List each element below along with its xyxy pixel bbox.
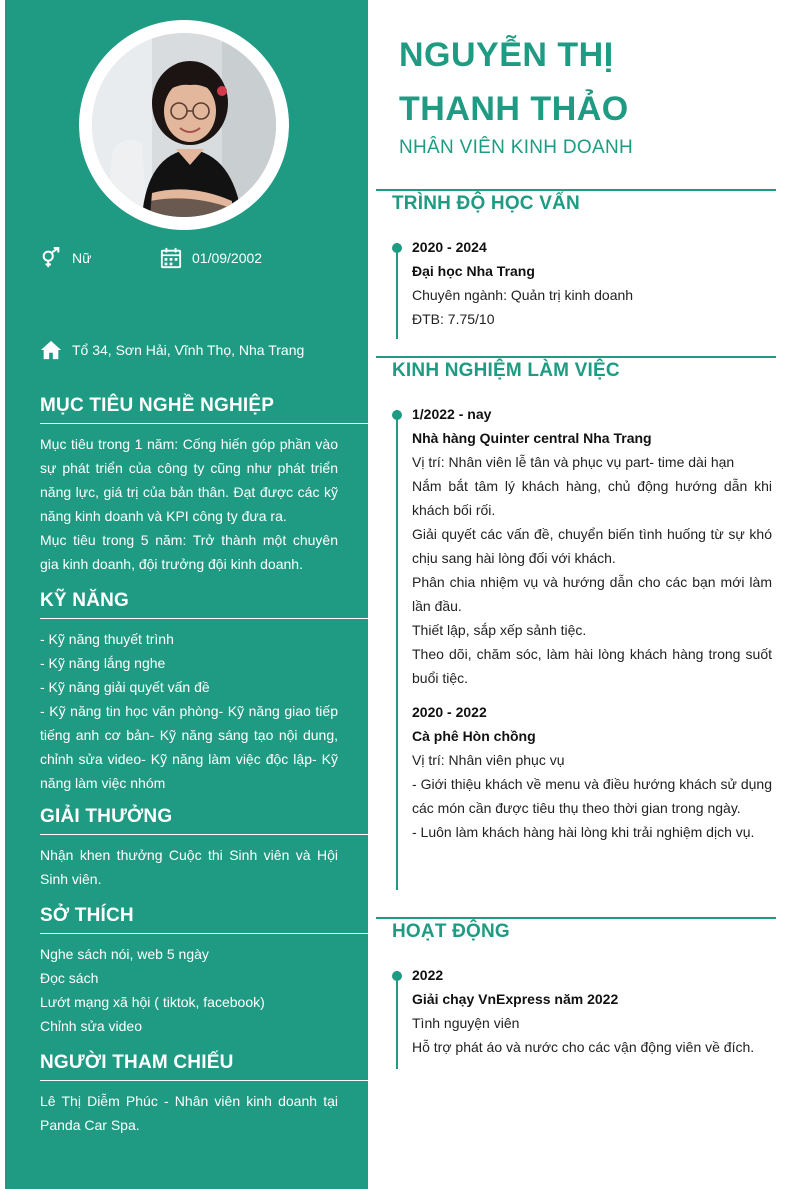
entry-period: 2022 bbox=[412, 967, 444, 983]
entry-line: Vị trí: Nhân viên lễ tân và phục vụ part- time dài hạn bbox=[412, 454, 735, 470]
references-body bbox=[40, 1089, 368, 1137]
entry-org: Giải chạy VnExpress năm 2022 bbox=[412, 991, 619, 1007]
hobby-item: Chỉnh sửa video bbox=[40, 1018, 142, 1034]
profile-photo bbox=[92, 33, 276, 217]
gender-row bbox=[40, 247, 91, 269]
reference-text: Lê Thị Diễm Phúc - Nhân viên kinh doanh tại Panda Car Spa. bbox=[40, 1093, 338, 1133]
experience-entry bbox=[398, 402, 772, 690]
experience-timeline bbox=[396, 406, 772, 890]
education-timeline bbox=[396, 239, 772, 339]
skills-section bbox=[40, 590, 368, 795]
name-line-2: THANH THẢO bbox=[399, 90, 629, 128]
entry-line: Theo dõi, chăm sóc, làm hài lòng khách hàng trong suốt buổi tiệc. bbox=[412, 646, 772, 686]
main-content bbox=[368, 0, 800, 1189]
address-row bbox=[40, 339, 304, 361]
calendar-icon bbox=[160, 247, 182, 269]
hobby-item: Nghe sách nói, web 5 ngày bbox=[40, 946, 209, 962]
entry-line: ĐTB: 7.75/10 bbox=[412, 311, 495, 327]
birthdate-value: 01/09/2002 bbox=[192, 250, 263, 266]
hobbies-title: SỞ THÍCH bbox=[40, 905, 368, 934]
activities-timeline bbox=[396, 967, 772, 1069]
skill-item: - Kỹ năng thuyết trình bbox=[40, 631, 174, 647]
avatar bbox=[92, 33, 276, 217]
entry-line: Giải quyết các vấn đề, chuyển biến tình huống từ sự khó chịu sang hài lòng đối với khách. bbox=[412, 526, 772, 566]
career-goal-paragraph: Mục tiêu trong 5 năm: Trở thành một chuyên gia kinh doanh, đội trưởng đội kinh doanh. bbox=[40, 532, 338, 572]
hobbies-section bbox=[40, 905, 368, 1038]
skill-item: - Kỹ năng tin học văn phòng- Kỹ năng giao tiếp tiếng anh cơ bản- Kỹ năng sáng tạo nội dung, chỉnh sửa video- Kỹ năng làm việc độc lập- Kỹ năng làm việc nhóm bbox=[40, 703, 338, 791]
entry-period: 2020 - 2022 bbox=[412, 704, 487, 720]
avatar-frame bbox=[79, 20, 289, 230]
activities-title: HOẠT ĐỘNG bbox=[392, 921, 510, 942]
entry-line: Tình nguyện viên bbox=[412, 1015, 520, 1031]
sidebar bbox=[5, 0, 368, 1189]
skills-title: KỸ NĂNG bbox=[40, 590, 368, 619]
skill-item: - Kỹ năng lắng nghe bbox=[40, 655, 166, 671]
career-goal-body bbox=[40, 432, 368, 576]
entry-line: - Giới thiệu khách về menu và điều hướng khách sử dụng các món cần được tiêu thụ theo thời gian trong ngày. bbox=[412, 776, 772, 816]
education-entry bbox=[398, 235, 772, 331]
award-text: Nhận khen thưởng Cuộc thi Sinh viên và Hội Sinh viên. bbox=[40, 847, 338, 887]
gender-icon bbox=[40, 247, 62, 269]
entry-period: 1/2022 - nay bbox=[412, 406, 492, 422]
timeline-dot bbox=[392, 410, 402, 420]
activity-entry bbox=[398, 963, 772, 1059]
experience-entry bbox=[398, 700, 772, 844]
career-goal-section bbox=[40, 395, 368, 576]
timeline-dot bbox=[392, 971, 402, 981]
hobby-item: Đọc sách bbox=[40, 970, 99, 986]
career-goal-paragraph: Mục tiêu trong 1 năm: Cống hiến góp phần vào sự phát triển của công ty cũng như phát triển năng lực, giá trị của bản thân. Đạt được các kỹ năng kinh doanh và KPI công ty đưa ra. bbox=[40, 436, 338, 524]
address-value: Tổ 34, Sơn Hải, Vĩnh Thọ, Nha Trang bbox=[72, 342, 305, 358]
awards-body bbox=[40, 843, 368, 891]
full-name bbox=[399, 28, 629, 136]
hobbies-body bbox=[40, 942, 368, 1038]
awards-section bbox=[40, 806, 368, 891]
awards-title: GIẢI THƯỞNG bbox=[40, 806, 368, 835]
entry-line: Hỗ trợ phát áo và nước cho các vận động viên về đích. bbox=[412, 1039, 755, 1055]
education-title: TRÌNH ĐỘ HỌC VẤN bbox=[392, 193, 580, 214]
entry-line: Vị trí: Nhân viên phục vụ bbox=[412, 752, 565, 768]
references-section bbox=[40, 1052, 368, 1137]
hobby-item: Lướt mạng xã hội ( tiktok, facebook) bbox=[40, 994, 265, 1010]
entry-org: Đại học Nha Trang bbox=[412, 263, 535, 279]
birthdate-row bbox=[160, 247, 262, 269]
gender-value: Nữ bbox=[72, 250, 92, 266]
home-icon bbox=[40, 339, 62, 361]
references-title: NGƯỜI THAM CHIẾU bbox=[40, 1052, 368, 1081]
entry-line: Nắm bắt tâm lý khách hàng, chủ động hướng dẫn khi khách bối rối. bbox=[412, 478, 772, 518]
section-divider bbox=[376, 356, 776, 358]
entry-line: Thiết lập, sắp xếp sảnh tiệc. bbox=[412, 622, 587, 638]
entry-org: Cà phê Hòn chồng bbox=[412, 728, 536, 744]
section-divider bbox=[376, 189, 776, 191]
entry-line: Chuyên ngành: Quản trị kinh doanh bbox=[412, 287, 634, 303]
career-goal-title: MỤC TIÊU NGHỀ NGHIỆP bbox=[40, 395, 368, 424]
entry-org: Nhà hàng Quinter central Nha Trang bbox=[412, 430, 652, 446]
experience-title: KINH NGHIỆM LÀM VIỆC bbox=[392, 360, 620, 381]
name-line-1: NGUYỄN THỊ bbox=[399, 36, 614, 74]
section-divider bbox=[376, 917, 776, 919]
job-title: NHÂN VIÊN KINH DOANH bbox=[399, 137, 634, 158]
entry-line: - Luôn làm khách hàng hài lòng khi trải nghiệm dịch vụ. bbox=[412, 824, 755, 840]
entry-line: Phân chia nhiệm vụ và hướng dẫn cho các bạn mới làm lần đầu. bbox=[412, 574, 772, 614]
skills-body bbox=[40, 627, 368, 795]
timeline-dot bbox=[392, 243, 402, 253]
skill-item: - Kỹ năng giải quyết vấn đề bbox=[40, 679, 210, 695]
entry-period: 2020 - 2024 bbox=[412, 239, 487, 255]
